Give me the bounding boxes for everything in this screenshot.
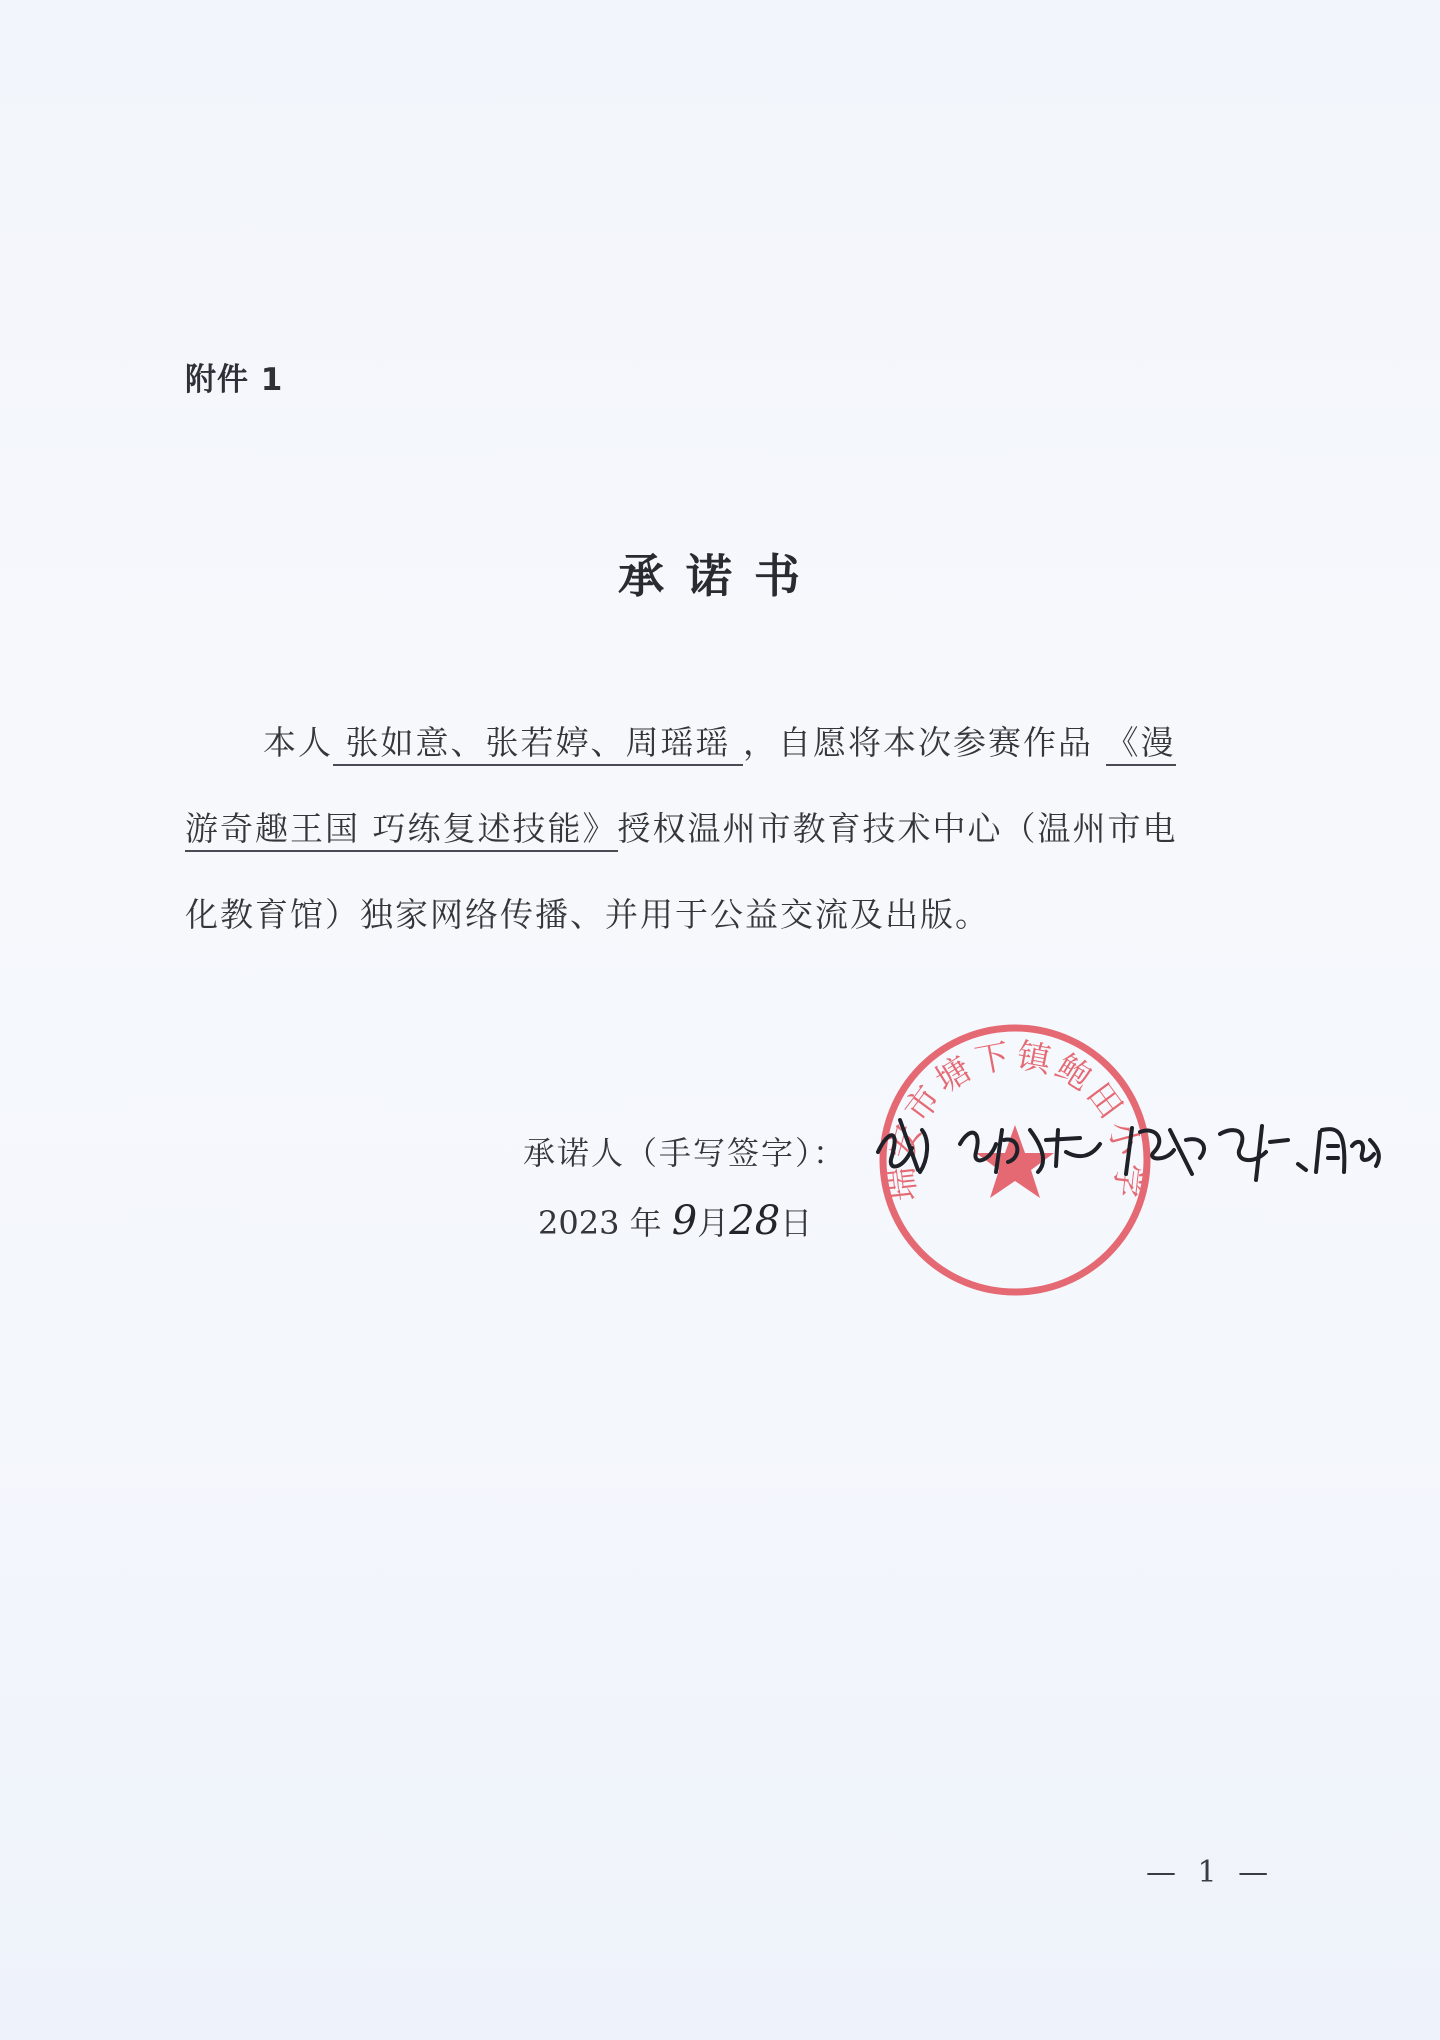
date-day-label: 日 <box>780 1204 813 1242</box>
attachment-label: 附件 1 <box>185 362 284 398</box>
body-mid: ，自愿将本次参赛作品 <box>743 723 1093 762</box>
work-title-part2: 游奇趣王国 巧练复述技能》 <box>185 809 618 852</box>
date-month-handwritten: 9 <box>671 1198 698 1244</box>
signing-date <box>538 1198 812 1244</box>
document-title: 承诺书 <box>618 549 822 603</box>
body-line-1 <box>185 700 1265 786</box>
body-line-2 <box>185 786 1265 872</box>
date-month-label: 月 <box>697 1204 730 1242</box>
date-year: 2023 年 <box>538 1204 662 1242</box>
body-line-3: 化教育馆）独家网络传播、并用于公益交流及出版。 <box>185 895 990 934</box>
work-title-part1: 《漫 <box>1106 723 1176 766</box>
handwritten-signature <box>870 1100 1390 1190</box>
promisor-label: 承诺人（手写签字）： <box>523 1134 848 1172</box>
page-number: — 1 — <box>1146 1855 1275 1890</box>
svg-text:瑞安市塘下镇鲍田小学: 瑞安市塘下镇鲍田小学 <box>880 1035 1150 1204</box>
body-prefix: 本人 <box>263 723 333 762</box>
date-day-handwritten: 28 <box>729 1198 781 1244</box>
author-names: 张如意、张若婷、周瑶瑶 <box>333 723 743 766</box>
commitment-body <box>185 700 1265 958</box>
body-suffix: 授权温州市教育技术中心（温州市电 <box>617 809 1178 848</box>
